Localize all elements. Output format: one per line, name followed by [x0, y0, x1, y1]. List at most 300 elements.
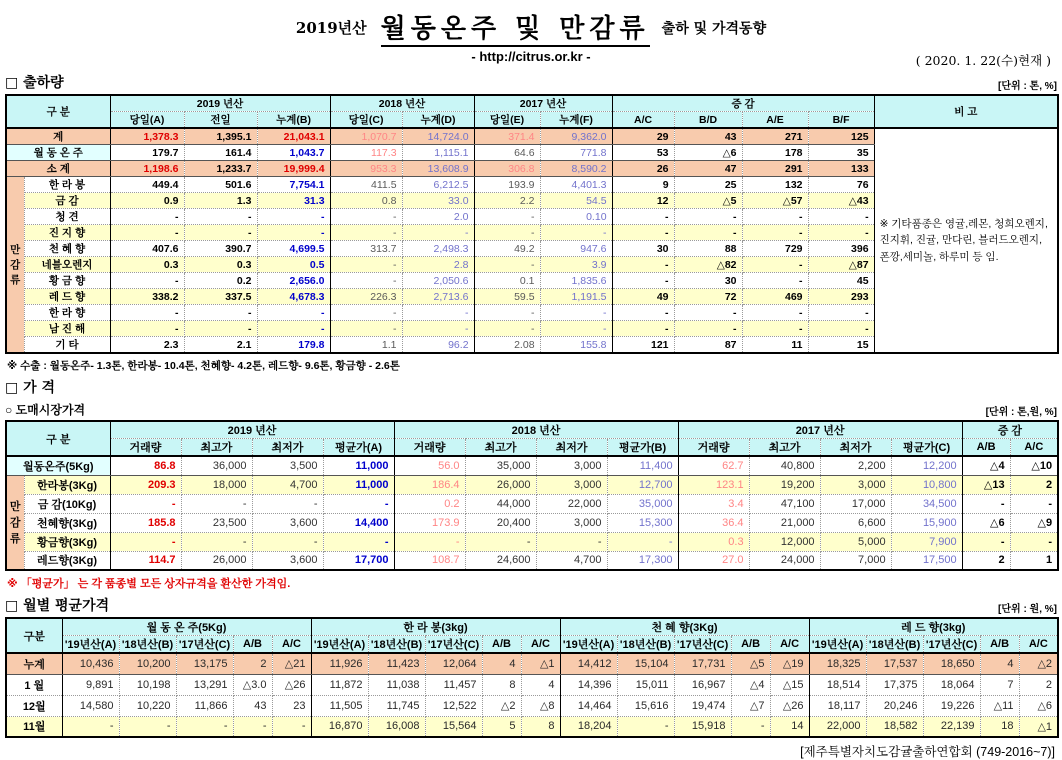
- value-cell: 27.0: [678, 551, 749, 570]
- value-cell: -: [330, 321, 402, 337]
- col-header: '17년산(C): [923, 636, 980, 654]
- value-cell: 17,700: [323, 551, 394, 570]
- monthly-unit-label: [단위 : 원, %]: [998, 604, 1057, 615]
- value-cell: 12,522: [425, 695, 482, 716]
- value-cell: 43: [674, 128, 742, 145]
- value-cell: 40,800: [749, 456, 820, 475]
- value-cell: 23,500: [181, 513, 252, 532]
- value-cell: -: [1010, 494, 1058, 513]
- value-cell: 0.3: [110, 257, 184, 273]
- row-label: 황금향(3Kg): [24, 532, 110, 551]
- value-cell: 17,300: [607, 551, 678, 570]
- value-cell: △21: [272, 653, 311, 674]
- value-cell: 43: [233, 695, 272, 716]
- row-label: 계: [6, 128, 110, 145]
- row-label: 금 감(10Kg): [24, 494, 110, 513]
- value-cell: 12,700: [607, 475, 678, 494]
- title-main: 월동온주 및 만감류: [381, 14, 650, 47]
- value-cell: 72: [674, 289, 742, 305]
- col-header-note: 비 고: [874, 95, 1058, 128]
- value-cell: 1,835.6: [540, 273, 612, 289]
- value-cell: 14,464: [560, 695, 617, 716]
- price-section-title: □ 가 격: [5, 380, 56, 396]
- col-header: B/D: [674, 112, 742, 129]
- value-cell: 0.5: [257, 257, 330, 273]
- table-row: [6, 128, 1058, 145]
- value-cell: 15,900: [891, 513, 962, 532]
- value-cell: 186.4: [394, 475, 465, 494]
- wholesale-title: ○ 도매시장가격: [5, 403, 86, 417]
- value-cell: -: [110, 305, 184, 321]
- value-cell: 64.6: [474, 145, 540, 161]
- col-header-cheonhyehyang: 천 혜 향(3Kg): [560, 618, 809, 636]
- value-cell: 2,498.3: [402, 241, 474, 257]
- table-row: [6, 653, 1058, 674]
- col-header: '19년산(A): [809, 636, 866, 654]
- value-cell: 11,000: [323, 475, 394, 494]
- col-header: 최저가: [820, 439, 891, 457]
- row-label: 남 진 해: [24, 321, 110, 337]
- value-cell: -: [110, 273, 184, 289]
- table-row: [6, 551, 1058, 570]
- row-label: 한라봉(3Kg): [24, 475, 110, 494]
- col-header: A/B: [482, 636, 521, 654]
- value-cell: -: [474, 225, 540, 241]
- row-label: 11월: [6, 716, 62, 737]
- value-cell: -: [742, 321, 808, 337]
- price-table-head: [6, 421, 1058, 456]
- value-cell: 7,000: [820, 551, 891, 570]
- value-cell: 87: [674, 337, 742, 354]
- value-cell: 185.8: [110, 513, 181, 532]
- value-cell: 59.5: [474, 289, 540, 305]
- value-cell: 293: [808, 289, 874, 305]
- value-cell: 11,866: [176, 695, 233, 716]
- value-cell: 17,375: [866, 674, 923, 695]
- value-cell: -: [808, 225, 874, 241]
- value-cell: △11: [980, 695, 1019, 716]
- value-cell: 19,474: [674, 695, 731, 716]
- value-cell: 5,000: [820, 532, 891, 551]
- col-header-hallabong: 한 라 봉(3kg): [311, 618, 560, 636]
- value-cell: 2.8: [402, 257, 474, 273]
- value-cell: 271: [742, 128, 808, 145]
- value-cell: 306.8: [474, 161, 540, 177]
- value-cell: 2.0: [402, 209, 474, 225]
- value-cell: 24,000: [749, 551, 820, 570]
- value-cell: -: [607, 532, 678, 551]
- subheader-row: [6, 636, 1058, 654]
- value-cell: 11,745: [368, 695, 425, 716]
- col-header-change: 증 감: [612, 95, 874, 112]
- value-cell: 9,891: [62, 674, 119, 695]
- col-header: A/C: [272, 636, 311, 654]
- value-cell: 4,700: [536, 551, 607, 570]
- value-cell: 193.9: [474, 177, 540, 193]
- value-cell: -: [731, 716, 770, 737]
- col-header: '17년산(C): [176, 636, 233, 654]
- col-header: '17년산(C): [674, 636, 731, 654]
- remark-note: ※ 기타품종은 영귤,레몬, 청희오렌지, 진지휘, 진귤, 만다린, 블러드오렌지, 폰깡,세미놀, 하루미 등 임.: [874, 128, 1058, 353]
- value-cell: 49: [612, 289, 674, 305]
- value-cell: △9: [1010, 513, 1058, 532]
- site-url-link[interactable]: - http://citrus.or.kr -: [471, 49, 591, 64]
- value-cell: -: [617, 716, 674, 737]
- value-cell: △5: [674, 193, 742, 209]
- value-cell: -: [808, 321, 874, 337]
- value-cell: 47,100: [749, 494, 820, 513]
- value-cell: -: [330, 257, 402, 273]
- value-cell: 8,590.2: [540, 161, 612, 177]
- col-header: A/B: [731, 636, 770, 654]
- value-cell: 4,700: [252, 475, 323, 494]
- row-label: 네블오렌지: [24, 257, 110, 273]
- value-cell: 1,233.7: [184, 161, 257, 177]
- value-cell: 10,198: [119, 674, 176, 695]
- value-cell: 2,200: [820, 456, 891, 475]
- row-label: 한 라 향: [24, 305, 110, 321]
- price-table: [5, 420, 1059, 571]
- value-cell: 953.3: [330, 161, 402, 177]
- value-cell: 771.8: [540, 145, 612, 161]
- value-cell: △19: [770, 653, 809, 674]
- monthly-table: [5, 617, 1059, 738]
- value-cell: 1,378.3: [110, 128, 184, 145]
- value-cell: -: [402, 321, 474, 337]
- table-row: [6, 716, 1058, 737]
- value-cell: -: [323, 494, 394, 513]
- row-label: 월동온주(5Kg): [6, 456, 110, 475]
- shipment-table-body: [6, 128, 1058, 353]
- value-cell: 34,500: [891, 494, 962, 513]
- col-header: 최고가: [749, 439, 820, 457]
- value-cell: -: [62, 716, 119, 737]
- col-header: 거래량: [394, 439, 465, 457]
- col-header: 당일(A): [110, 112, 184, 129]
- value-cell: -: [110, 209, 184, 225]
- value-cell: 21,000: [749, 513, 820, 532]
- value-cell: 20,246: [866, 695, 923, 716]
- value-cell: 11,457: [425, 674, 482, 695]
- col-header: 누계(F): [540, 112, 612, 129]
- title-suffix: 출하 및 가격동향: [661, 21, 767, 37]
- value-cell: 14,412: [560, 653, 617, 674]
- avg-price-note: ※ 「평균가」 는 각 품종별 모든 상자규격을 환산한 가격임.: [7, 578, 291, 590]
- col-header-category: 구분: [6, 618, 62, 653]
- value-cell: -: [612, 321, 674, 337]
- col-header: '18년산(B): [368, 636, 425, 654]
- value-cell: 2,656.0: [257, 273, 330, 289]
- value-cell: 501.6: [184, 177, 257, 193]
- value-cell: 7,754.1: [257, 177, 330, 193]
- value-cell: 18,582: [866, 716, 923, 737]
- wholesale-section-header: [5, 401, 1057, 418]
- value-cell: 132: [742, 177, 808, 193]
- value-cell: -: [184, 321, 257, 337]
- value-cell: △87: [808, 257, 874, 273]
- col-header: '19년산(A): [311, 636, 368, 654]
- subtitle-row: [5, 48, 1057, 68]
- value-cell: -: [252, 494, 323, 513]
- value-cell: 2.1: [184, 337, 257, 354]
- value-cell: 7: [980, 674, 1019, 695]
- value-cell: 24,600: [465, 551, 536, 570]
- shipment-section-header: [5, 72, 1057, 92]
- value-cell: -: [394, 532, 465, 551]
- col-header: '19년산(A): [560, 636, 617, 654]
- value-cell: 7,900: [891, 532, 962, 551]
- value-cell: -: [612, 305, 674, 321]
- value-cell: 173.9: [394, 513, 465, 532]
- value-cell: -: [808, 305, 874, 321]
- col-header: '18년산(B): [119, 636, 176, 654]
- col-header: 최저가: [252, 439, 323, 457]
- value-cell: 1.3: [184, 193, 257, 209]
- col-header: 최고가: [465, 439, 536, 457]
- value-cell: 14: [770, 716, 809, 737]
- value-cell: 15,616: [617, 695, 674, 716]
- value-cell: -: [742, 273, 808, 289]
- value-cell: 15: [808, 337, 874, 354]
- row-label: 누계: [6, 653, 62, 674]
- value-cell: △15: [770, 674, 809, 695]
- value-cell: 15,564: [425, 716, 482, 737]
- value-cell: 17,000: [820, 494, 891, 513]
- value-cell: 8: [482, 674, 521, 695]
- value-cell: -: [110, 321, 184, 337]
- value-cell: 178: [742, 145, 808, 161]
- col-header: A/C: [1010, 439, 1058, 457]
- value-cell: △6: [674, 145, 742, 161]
- table-row: [6, 532, 1058, 551]
- report-header: [5, 6, 1057, 68]
- value-cell: -: [612, 273, 674, 289]
- col-header: A/B: [233, 636, 272, 654]
- value-cell: 31.3: [257, 193, 330, 209]
- value-cell: 19,226: [923, 695, 980, 716]
- value-cell: 19,200: [749, 475, 820, 494]
- row-label: 월 동 온 주: [6, 145, 110, 161]
- value-cell: 11,872: [311, 674, 368, 695]
- value-cell: △3.0: [233, 674, 272, 695]
- value-cell: △10: [1010, 456, 1058, 475]
- col-header: 누계(D): [402, 112, 474, 129]
- value-cell: -: [184, 209, 257, 225]
- value-cell: 47: [674, 161, 742, 177]
- title-year: 2019년산: [295, 19, 367, 37]
- value-cell: 2: [233, 653, 272, 674]
- value-cell: 13,291: [176, 674, 233, 695]
- value-cell: 2: [1019, 674, 1058, 695]
- value-cell: 12,064: [425, 653, 482, 674]
- value-cell: 226.3: [330, 289, 402, 305]
- value-cell: -: [184, 305, 257, 321]
- value-cell: -: [474, 257, 540, 273]
- value-cell: -: [181, 532, 252, 551]
- value-cell: 133: [808, 161, 874, 177]
- value-cell: 56.0: [394, 456, 465, 475]
- row-label: 황 금 향: [24, 273, 110, 289]
- value-cell: 14,400: [323, 513, 394, 532]
- value-cell: 1,191.5: [540, 289, 612, 305]
- value-cell: △1: [521, 653, 560, 674]
- value-cell: 13,608.9: [402, 161, 474, 177]
- value-cell: 8: [521, 716, 560, 737]
- col-header-change: 증 감: [962, 421, 1058, 439]
- value-cell: 22,139: [923, 716, 980, 737]
- col-header: A/B: [980, 636, 1019, 654]
- table-row: [6, 494, 1058, 513]
- shipment-section-title: □ 출하량: [5, 75, 64, 91]
- value-cell: 16,008: [368, 716, 425, 737]
- value-cell: 22,000: [536, 494, 607, 513]
- value-cell: 3,600: [252, 513, 323, 532]
- value-cell: 2,050.6: [402, 273, 474, 289]
- value-cell: -: [674, 305, 742, 321]
- page-title: [5, 6, 1057, 45]
- value-cell: 18,325: [809, 653, 866, 674]
- value-cell: △26: [272, 674, 311, 695]
- col-header: '18년산(B): [866, 636, 923, 654]
- col-header: 평균가(B): [607, 439, 678, 457]
- export-note: ※ 수출 : 월동온주- 1.3톤, 한라봉- 10.4톤, 천혜향- 4.2톤, 레드향- 9.6톤, 황금향 - 2.6톤: [7, 360, 400, 372]
- value-cell: 35: [808, 145, 874, 161]
- row-label: 기 타: [24, 337, 110, 354]
- value-cell: 53: [612, 145, 674, 161]
- value-cell: 0.10: [540, 209, 612, 225]
- value-cell: 1: [1010, 551, 1058, 570]
- value-cell: -: [323, 532, 394, 551]
- value-cell: -: [272, 716, 311, 737]
- value-cell: -: [962, 532, 1010, 551]
- value-cell: 15,300: [607, 513, 678, 532]
- value-cell: 14,580: [62, 695, 119, 716]
- value-cell: △4: [962, 456, 1010, 475]
- value-cell: △2: [482, 695, 521, 716]
- value-cell: 209.3: [110, 475, 181, 494]
- monthly-section-title: □ 월별 평균가격: [5, 598, 110, 614]
- value-cell: 14,396: [560, 674, 617, 695]
- value-cell: -: [257, 305, 330, 321]
- value-cell: 26,000: [465, 475, 536, 494]
- value-cell: 9: [612, 177, 674, 193]
- col-header: 거래량: [678, 439, 749, 457]
- value-cell: 76: [808, 177, 874, 193]
- value-cell: 30: [612, 241, 674, 257]
- value-cell: -: [181, 494, 252, 513]
- value-cell: 123.1: [678, 475, 749, 494]
- value-cell: △6: [1019, 695, 1058, 716]
- value-cell: 1,070.7: [330, 128, 402, 145]
- value-cell: 9,362.0: [540, 128, 612, 145]
- value-cell: -: [119, 716, 176, 737]
- value-cell: 5: [482, 716, 521, 737]
- value-cell: △13: [962, 475, 1010, 494]
- value-cell: 108.7: [394, 551, 465, 570]
- value-cell: -: [962, 494, 1010, 513]
- value-cell: 18,514: [809, 674, 866, 695]
- col-header: 거래량: [110, 439, 181, 457]
- value-cell: △43: [808, 193, 874, 209]
- value-cell: 22,000: [809, 716, 866, 737]
- col-header: 누계(B): [257, 112, 330, 129]
- value-cell: 15,918: [674, 716, 731, 737]
- value-cell: -: [330, 225, 402, 241]
- value-cell: -: [742, 305, 808, 321]
- value-cell: -: [742, 225, 808, 241]
- value-cell: 1,198.6: [110, 161, 184, 177]
- value-cell: 25: [674, 177, 742, 193]
- value-cell: 407.6: [110, 241, 184, 257]
- col-header: A/C: [612, 112, 674, 129]
- col-header: '18년산(B): [617, 636, 674, 654]
- col-header: B/F: [808, 112, 874, 129]
- col-header: '19년산(A): [62, 636, 119, 654]
- value-cell: -: [674, 209, 742, 225]
- value-cell: 17,537: [866, 653, 923, 674]
- value-cell: -: [1010, 532, 1058, 551]
- value-cell: 1,115.1: [402, 145, 474, 161]
- price-section-header: [5, 377, 1057, 397]
- value-cell: △4: [731, 674, 770, 695]
- value-cell: -: [257, 321, 330, 337]
- value-cell: 36.4: [678, 513, 749, 532]
- value-cell: 10,436: [62, 653, 119, 674]
- row-label: 금 감: [24, 193, 110, 209]
- monthly-table-head: [6, 618, 1058, 653]
- value-cell: -: [233, 716, 272, 737]
- value-cell: 449.4: [110, 177, 184, 193]
- value-cell: 2: [962, 551, 1010, 570]
- value-cell: -: [402, 225, 474, 241]
- value-cell: 371.4: [474, 128, 540, 145]
- value-cell: 12,200: [891, 456, 962, 475]
- value-cell: 4: [482, 653, 521, 674]
- value-cell: -: [110, 494, 181, 513]
- value-cell: 18,204: [560, 716, 617, 737]
- value-cell: 179.7: [110, 145, 184, 161]
- col-header: 당일(E): [474, 112, 540, 129]
- row-label: 진 지 향: [24, 225, 110, 241]
- col-header-2017: 2017 년산: [678, 421, 962, 439]
- value-cell: △57: [742, 193, 808, 209]
- col-header: 최저가: [536, 439, 607, 457]
- value-cell: -: [474, 209, 540, 225]
- row-label: 1 월: [6, 674, 62, 695]
- value-cell: 13,175: [176, 653, 233, 674]
- value-cell: -: [176, 716, 233, 737]
- value-cell: 11: [742, 337, 808, 354]
- value-cell: -: [465, 532, 536, 551]
- value-cell: 62.7: [678, 456, 749, 475]
- value-cell: -: [540, 321, 612, 337]
- value-cell: -: [474, 305, 540, 321]
- shipment-table-head: [6, 95, 1058, 128]
- value-cell: 26: [612, 161, 674, 177]
- header-row: [6, 618, 1058, 636]
- price-table-body: [6, 456, 1058, 570]
- value-cell: 14,724.0: [402, 128, 474, 145]
- col-header-onju: 월 동 온 주(5Kg): [62, 618, 311, 636]
- value-cell: 18,117: [809, 695, 866, 716]
- col-header: '17년산(C): [425, 636, 482, 654]
- value-cell: 33.0: [402, 193, 474, 209]
- value-cell: 0.8: [330, 193, 402, 209]
- row-group-label: 만 감 류: [6, 475, 24, 570]
- row-label: 천혜향(3Kg): [24, 513, 110, 532]
- value-cell: -: [402, 305, 474, 321]
- value-cell: -: [330, 273, 402, 289]
